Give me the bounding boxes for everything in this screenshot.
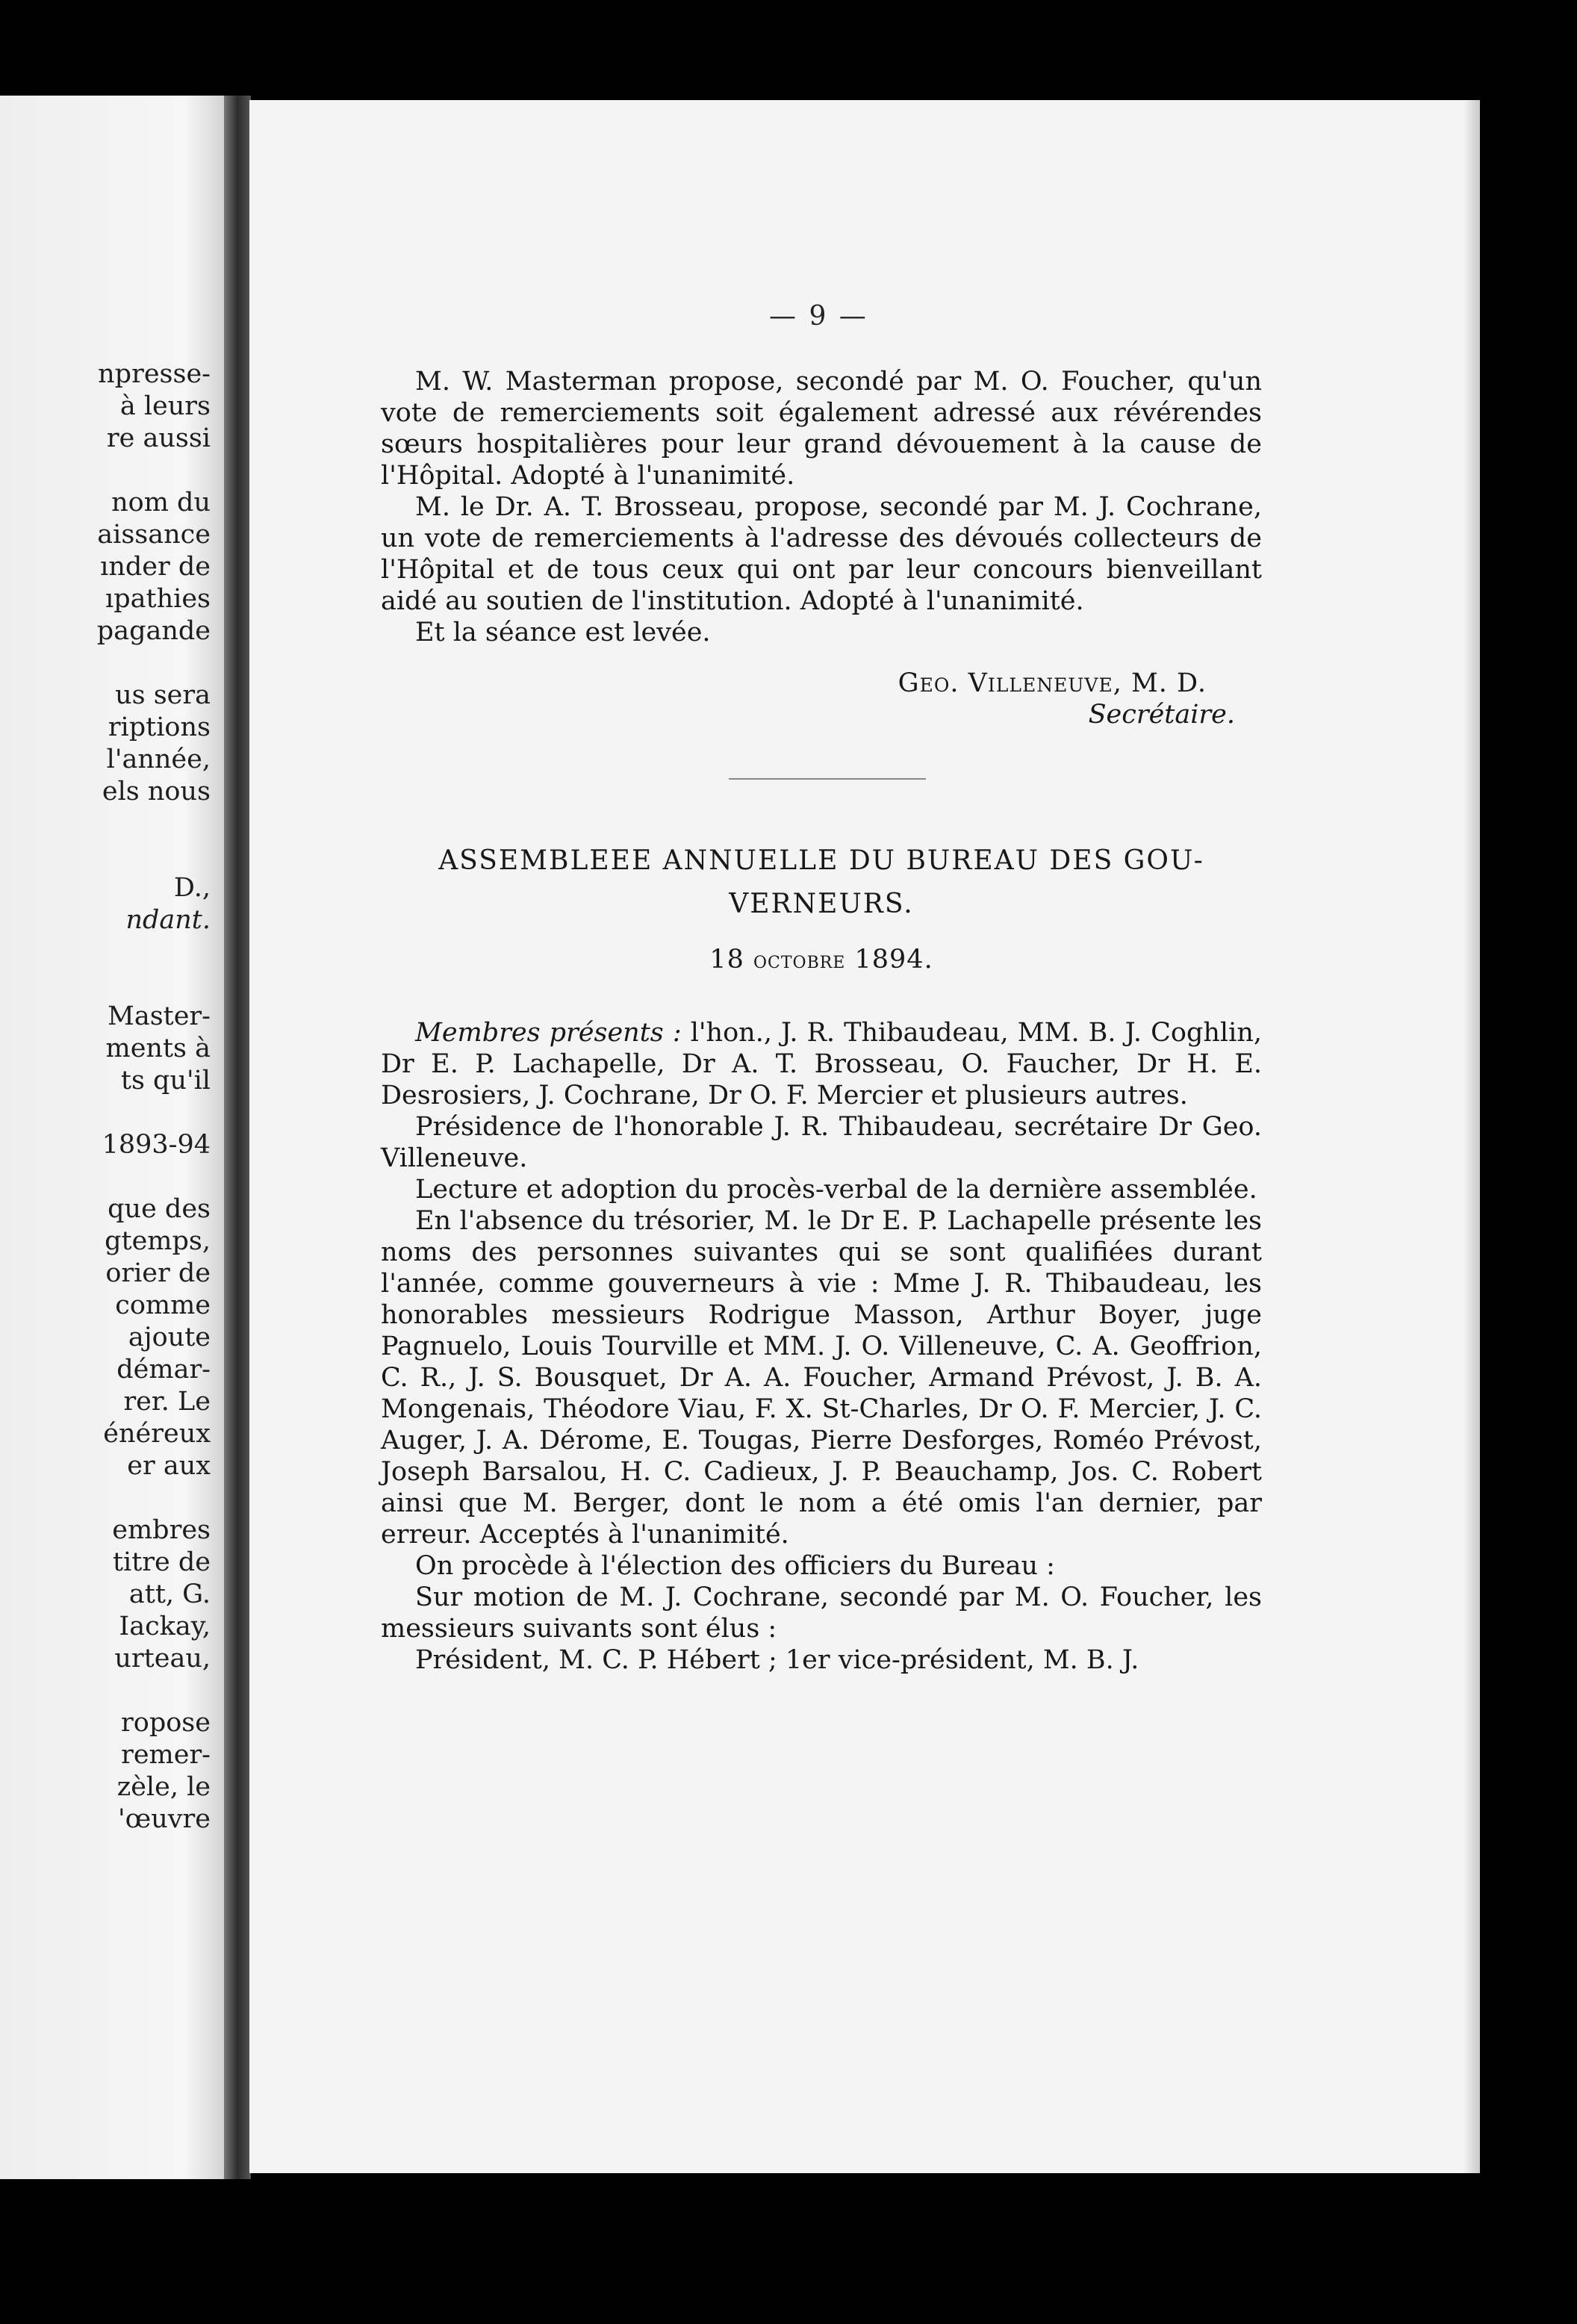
- left-page-line: ajoute: [128, 1323, 211, 1352]
- left-page-line: els nous: [102, 777, 211, 807]
- meeting-date: [381, 944, 1262, 975]
- left-page-line: 'œuvre: [118, 1804, 211, 1834]
- section-divider: [729, 778, 926, 780]
- left-page-line: ts qu'il: [120, 1066, 211, 1096]
- members-list: l'hon., J. R. Thibaudeau, MM. B. J. Coghlin, Dr E. P. Lachapelle, Dr A. T. Brosseau, O. Faucher, Dr H. E. Desrosiers, J. Cochrane, Dr O. F. Mercier et plusieurs autres.: [381, 1018, 1262, 1110]
- left-page-line: ıpathies: [105, 584, 211, 614]
- section-heading: [381, 839, 1262, 926]
- left-page-line: démar-: [116, 1355, 211, 1385]
- page-number: — 9 —: [769, 301, 868, 332]
- left-page-line: zèle, le: [116, 1772, 211, 1802]
- heading-line-1: ASSEMBLEEE ANNUELLE DU BUREAU DES GOU-: [438, 845, 1204, 876]
- paragraph-president: Président, M. C. P. Hébert ; 1er vice-président, M. B. J.: [415, 1645, 1139, 1675]
- paragraph-lecture: Lecture et adoption du procès-verbal de la dernière assemblée.: [415, 1175, 1257, 1205]
- left-page-line: ndant.: [125, 905, 211, 935]
- left-page-line: att, G.: [128, 1579, 211, 1609]
- paragraph-seance-levee: Et la séance est levée.: [415, 618, 711, 647]
- left-page-line: ments à: [105, 1034, 211, 1063]
- date-month: octobre: [753, 945, 846, 974]
- left-page-line: riptions: [108, 712, 211, 742]
- paragraph-masterman: M. W. Masterman propose, secondé par M. O. Foucher, qu'un vote de remerciements soit également adressé aux révérendes sœurs hospitalières pour leur grand dévouement à la cause de l'Hôpital. Adopté à l'unanimité.: [381, 367, 1262, 491]
- left-page-line: ınder de: [100, 552, 211, 582]
- date-year: 1894.: [854, 945, 933, 975]
- signature-role: Secrétaire.: [1088, 700, 1235, 730]
- members-label: Membres présents :: [415, 1018, 682, 1048]
- left-page-line: 1893-94: [102, 1130, 211, 1160]
- left-page-line: embres: [112, 1515, 211, 1545]
- left-page-line: Iackay,: [119, 1612, 211, 1641]
- paragraph-presidence: Présidence de l'honorable J. R. Thibaudeau, secrétaire Dr Geo. Villeneuve.: [381, 1112, 1262, 1173]
- left-page-line: pagande: [96, 616, 211, 646]
- signature-name: Geo. Villeneuve, M. D.: [898, 668, 1207, 698]
- left-page-line: remer-: [121, 1740, 211, 1770]
- left-page-line: npresse-: [98, 359, 211, 389]
- left-page-line: rer. Le: [123, 1387, 211, 1417]
- left-page-line: Master-: [107, 1001, 211, 1031]
- heading-line-2: VERNEURS.: [729, 889, 914, 919]
- book-gutter: [224, 96, 251, 2179]
- left-page-line: gtemps,: [105, 1226, 211, 1256]
- paragraph-motion: Sur motion de M. J. Cochrane, secondé par M. O. Foucher, les messieurs suivants sont élus :: [381, 1582, 1262, 1644]
- left-page-line: titre de: [112, 1547, 211, 1577]
- date-day: 18: [709, 945, 744, 975]
- left-page-line: que des: [108, 1194, 211, 1224]
- paragraph-absence: En l'absence du trésorier, M. le Dr E. P. Lachapelle présente les noms des personnes suivantes qui se sont qualifiées durant l'année, comme gouverneurs à vie : Mme J. R. Thibaudeau, les honorables messieurs Rodrigue Masson, Arthur Boyer, juge Pagnuelo, Louis Tourville et MM. J. O. Villeneuve, C. A. Geoffrion, C. R., J. S. Bousquet, Dr A. A. Foucher, Armand Prévost, J. B. A. Mongenais, Théodore Viau, F. X. St-Charles, Dr O. F. Mercier, J. C. Auger, J. A. Dérome, E. Tougas, Pierre Desforges, Roméo Prévost, Joseph Barsalou, H. C. Cadieux, J. P. Beauchamp, Jos. C. Robert ainsi que M. Berger, dont le nom a été omis l'an dernier, par erreur. Acceptés à l'unanimité.: [381, 1206, 1262, 1550]
- left-page-line: nom du: [111, 488, 211, 518]
- left-page-line: D.,: [173, 873, 211, 903]
- paragraph-members: [381, 1017, 1262, 1111]
- left-page-line: er aux: [127, 1451, 211, 1481]
- paragraph-brosseau: M. le Dr. A. T. Brosseau, propose, secondé par M. J. Cochrane, un vote de remerciements à l'adresse des dévoués collecteurs de l'Hôpital et de tous ceux qui ont par leur concours bienveillant aidé au soutien de l'institution. Adopté à l'unanimité.: [381, 492, 1262, 616]
- left-page-line: ropose: [121, 1708, 211, 1738]
- page-body: [381, 366, 1262, 1676]
- left-page-line: us sera: [115, 680, 211, 710]
- left-page-line: à leurs: [119, 391, 211, 421]
- left-page-line: comme: [115, 1290, 211, 1320]
- left-page-line: aissance: [97, 520, 211, 550]
- left-page-line: re aussi: [106, 423, 211, 453]
- left-page-line: énéreux: [103, 1419, 211, 1449]
- left-facing-page: [0, 96, 237, 2179]
- left-page-line: urteau,: [114, 1644, 211, 1674]
- paragraph-election: On procède à l'élection des officiers du Bureau :: [415, 1551, 1055, 1581]
- left-page-line: orier de: [105, 1258, 211, 1288]
- left-page-line: l'année,: [106, 745, 211, 774]
